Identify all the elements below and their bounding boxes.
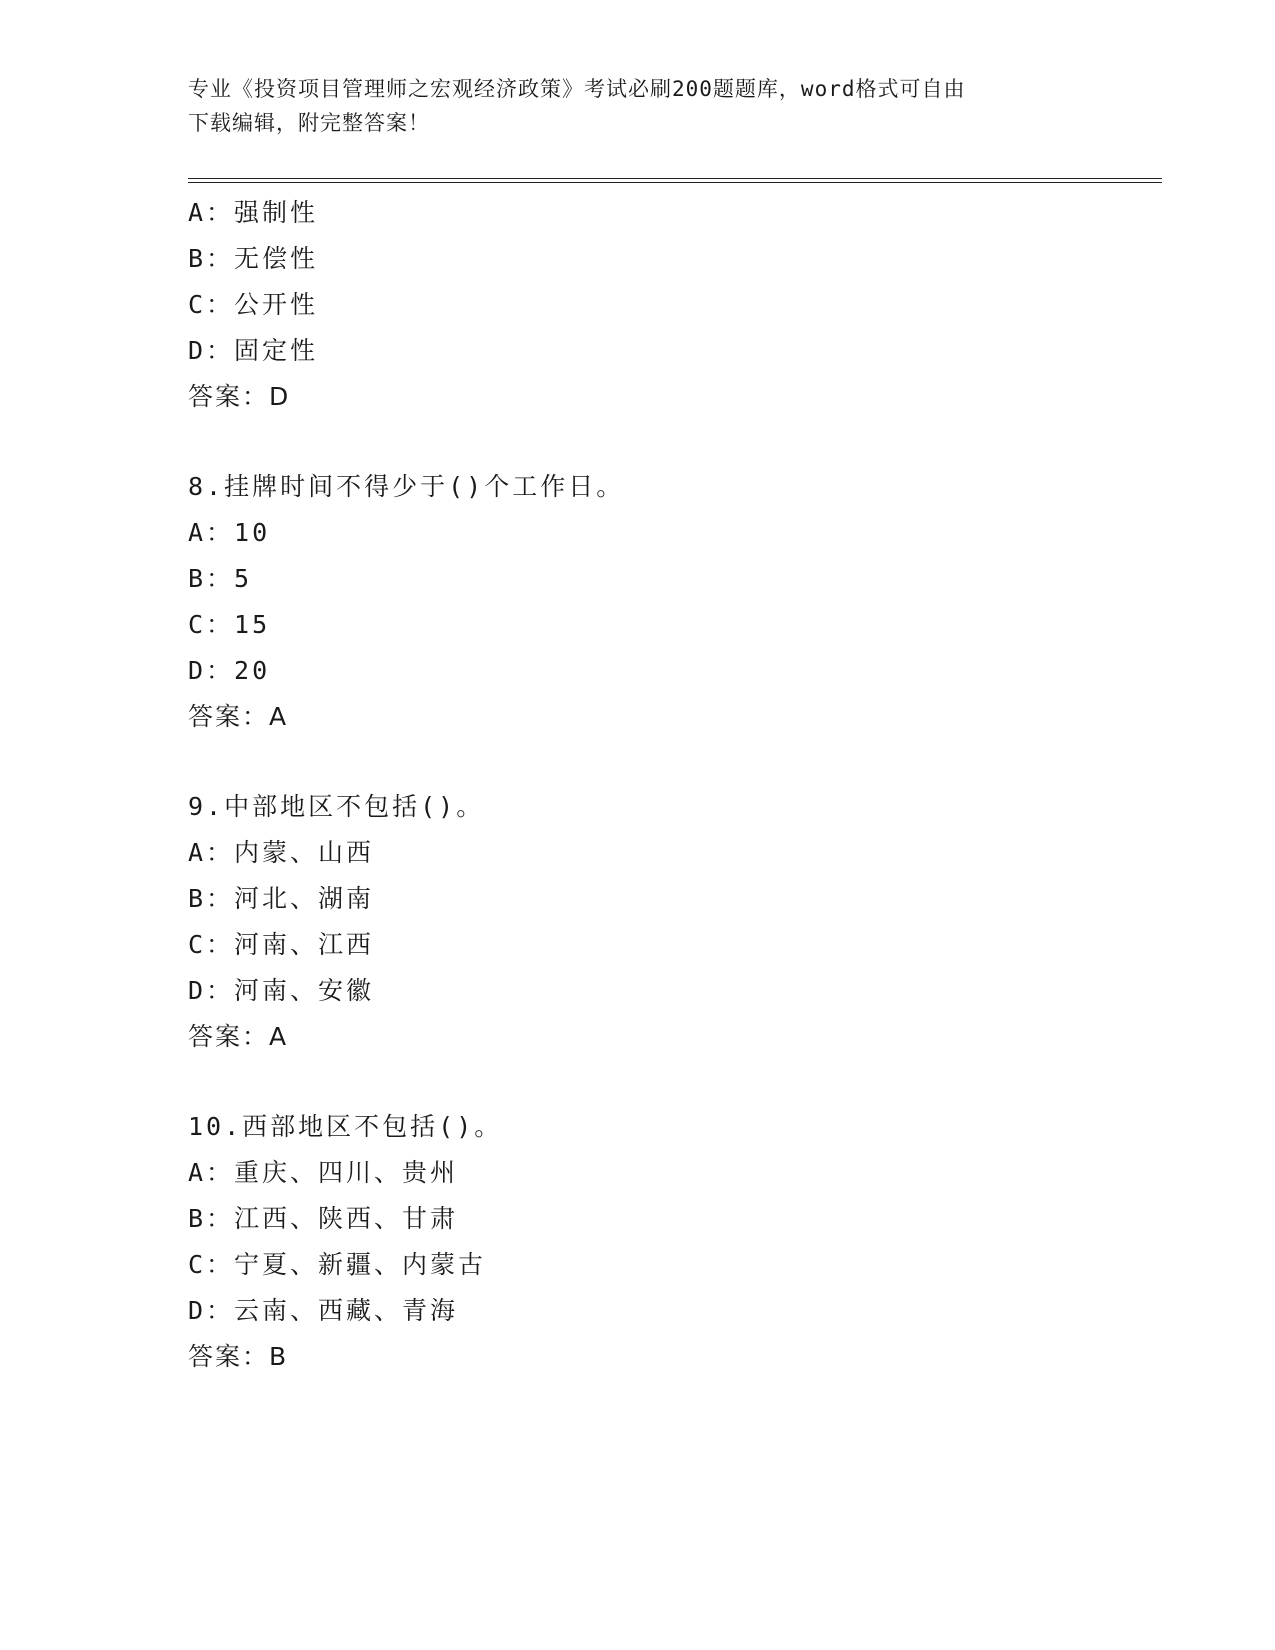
option-a: A：内蒙、山西 bbox=[188, 838, 375, 867]
option-b: B：无偿性 bbox=[188, 244, 319, 273]
option-a: A：强制性 bbox=[188, 198, 319, 227]
header-line-1: 专业《投资项目管理师之宏观经济政策》考试必刷200题题库，word格式可自由 bbox=[188, 77, 966, 101]
question-block-9 bbox=[188, 784, 1162, 1060]
answer-line: 答案：D bbox=[188, 382, 291, 411]
option-d: D：20 bbox=[188, 656, 271, 685]
question-block-8 bbox=[188, 464, 1162, 740]
option-b: B：河北、湖南 bbox=[188, 884, 375, 913]
block-spacer bbox=[188, 420, 1162, 464]
option-c: C：公开性 bbox=[188, 290, 319, 319]
document-header bbox=[188, 72, 1088, 140]
answer-line: 答案：B bbox=[188, 1342, 289, 1371]
option-a: A：10 bbox=[188, 518, 271, 547]
answer-line: 答案：A bbox=[188, 702, 289, 731]
question-list bbox=[188, 190, 1162, 1380]
option-b: B：江西、陕西、甘肃 bbox=[188, 1204, 459, 1233]
header-line-2: 下载编辑，附完整答案！ bbox=[188, 111, 430, 135]
header-divider bbox=[188, 178, 1162, 183]
option-c: C：河南、江西 bbox=[188, 930, 375, 959]
option-b: B：5 bbox=[188, 564, 253, 593]
question-text: 10.西部地区不包括()。 bbox=[188, 1112, 503, 1141]
question-text: 9.中部地区不包括()。 bbox=[188, 792, 485, 821]
option-a: A：重庆、四川、贵州 bbox=[188, 1158, 459, 1187]
question-text: 8.挂牌时间不得少于()个工作日。 bbox=[188, 472, 625, 501]
option-c: C：15 bbox=[188, 610, 271, 639]
block-spacer bbox=[188, 740, 1162, 784]
question-block-10 bbox=[188, 1104, 1162, 1380]
option-d: D：河南、安徽 bbox=[188, 976, 375, 1005]
option-c: C：宁夏、新疆、内蒙古 bbox=[188, 1250, 487, 1279]
option-d: D：云南、西藏、青海 bbox=[188, 1296, 459, 1325]
answer-line: 答案：A bbox=[188, 1022, 289, 1051]
option-d: D：固定性 bbox=[188, 336, 319, 365]
block-spacer bbox=[188, 1060, 1162, 1104]
question-block-7 bbox=[188, 190, 1162, 420]
